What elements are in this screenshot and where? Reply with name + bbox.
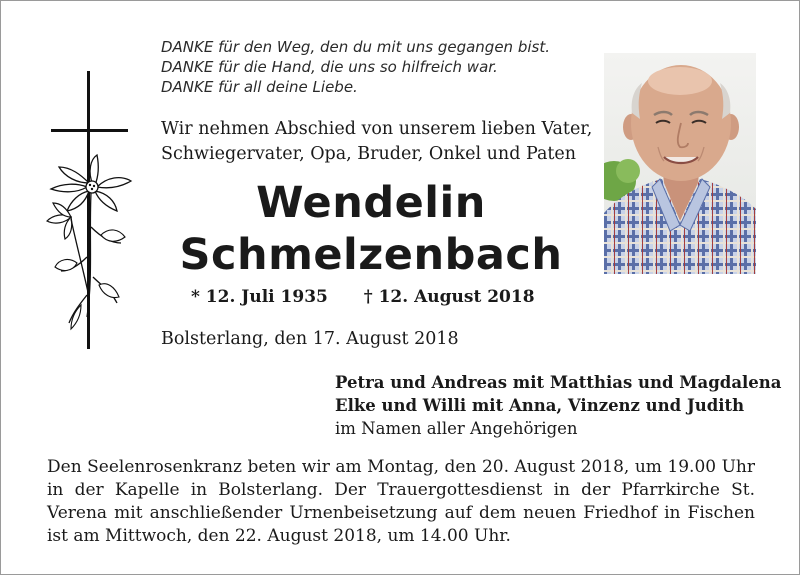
- quote-line-2: DANKE für die Hand, die uns so hilfreich war.: [161, 58, 498, 76]
- birth-date: * 12. Juli 1935: [191, 287, 328, 307]
- life-dates: [191, 287, 565, 307]
- portrait-photo: [604, 53, 756, 274]
- intro-line-1: Wir nehmen Abschied von unserem lieben Vater,: [161, 119, 593, 139]
- death-date: † 12. August 2018: [363, 287, 535, 307]
- quote-line-1: DANKE für den Weg, den du mit uns gegangen bist.: [161, 38, 550, 56]
- thank-you-quote: [161, 37, 550, 97]
- quote-line-3: DANKE für all deine Liebe.: [161, 78, 358, 96]
- cross-with-edelweiss-icon: [41, 67, 141, 357]
- place-and-date: Bolsterlang, den 17. August 2018: [161, 329, 459, 349]
- first-name: Wendelin: [256, 178, 486, 228]
- intro-line-2: Schwiegervater, Opa, Bruder, Onkel und Paten: [161, 144, 577, 164]
- last-name: Schmelzenbach: [179, 230, 563, 280]
- farewell-intro: [161, 117, 592, 167]
- family-line-1: Petra und Andreas mit Matthias und Magdalena: [335, 373, 782, 392]
- deceased-name: [161, 177, 581, 281]
- family-footer: im Namen aller Angehörigen: [335, 419, 578, 438]
- service-information: Den Seelenrosenkranz beten wir am Montag, den 20. August 2018, um 19.00 Uhr in der Kapelle in Bolsterlang. Der Trauergottesdienst in der Pfarrkirche St. Verena mit anschließender Urnenbeisetzung auf dem neuen Friedhof in Fischen ist am Mittwoch, den 22. August 2018, um 14.00 Uhr.: [47, 457, 755, 546]
- mourning-family: [335, 371, 781, 440]
- family-line-2: Elke und Willi mit Anna, Vinzenz und Judith: [335, 396, 745, 415]
